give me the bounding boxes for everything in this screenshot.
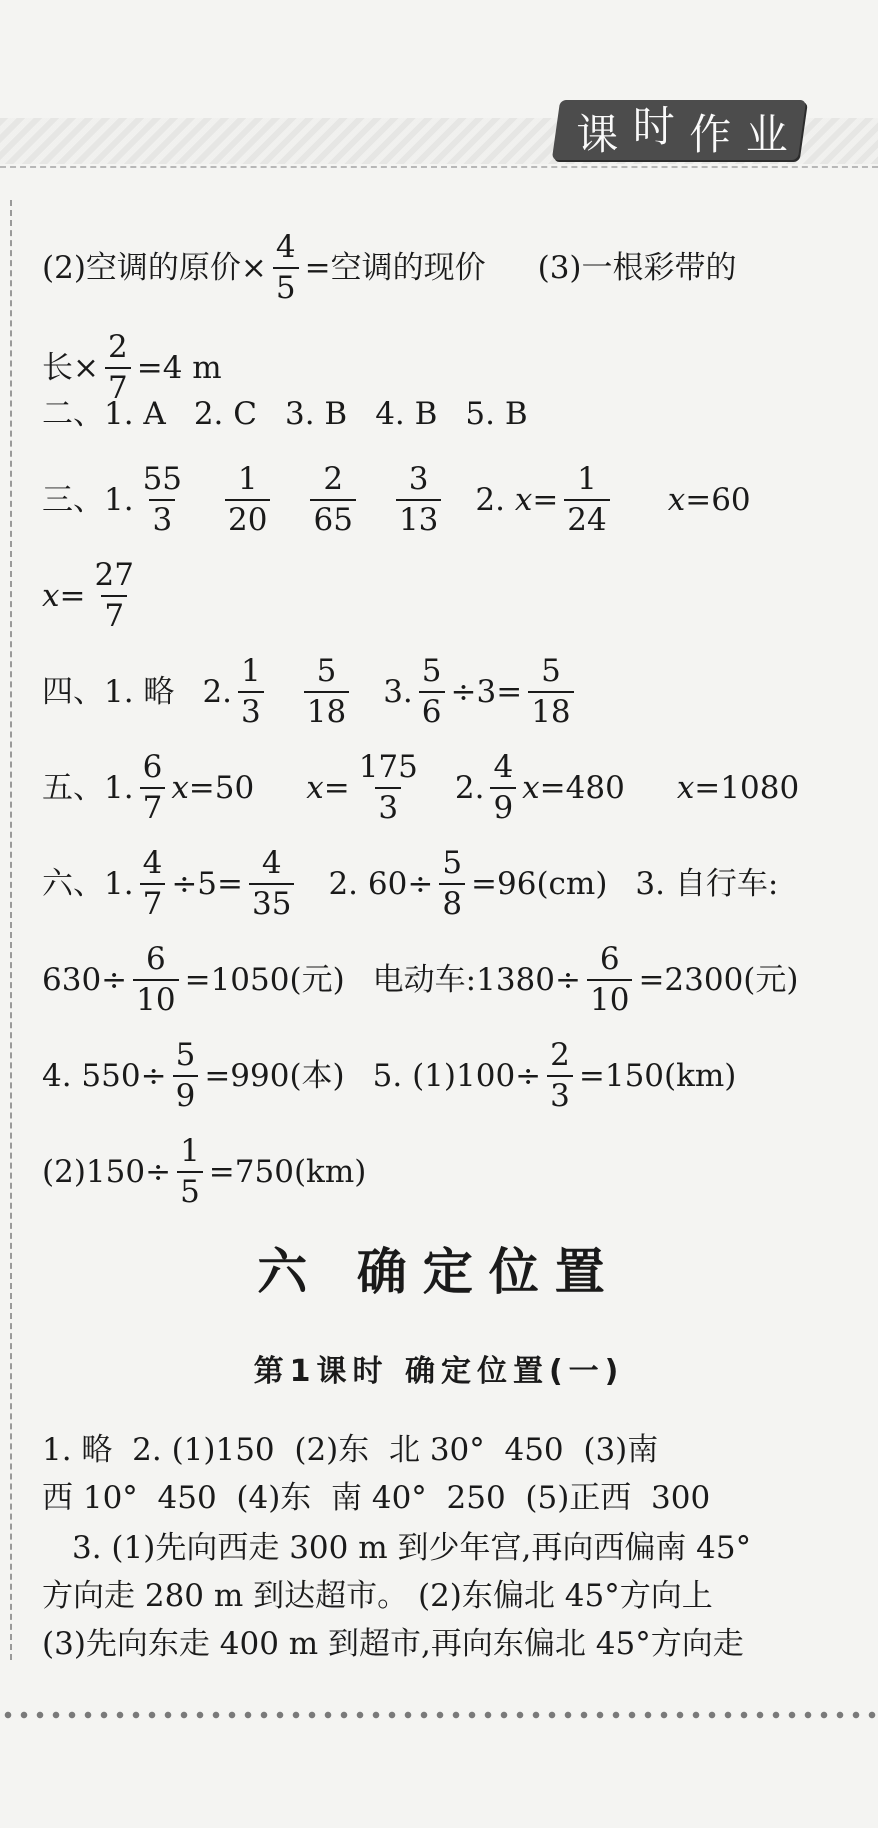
numerator: 4 (261, 845, 282, 881)
numerator: 6 (142, 749, 163, 785)
numerator: 5 (175, 1037, 196, 1073)
text: 3. B (284, 396, 348, 432)
numerator: 1 (237, 461, 258, 497)
fraction (439, 845, 465, 922)
fraction (91, 557, 136, 634)
numerator: 55 (142, 461, 183, 497)
text: =990(本) (204, 1058, 345, 1094)
fraction (140, 749, 166, 826)
header-badge-text (570, 102, 796, 162)
numerator: 5 (421, 653, 442, 689)
answer-line: 方向走 280 m 到达超市。 (2)东偏北 45°方向上 (42, 1578, 713, 1614)
denominator: 7 (105, 367, 131, 404)
fraction (304, 653, 349, 730)
text: (2)150÷ (42, 1154, 172, 1190)
numerator: 2 (323, 461, 344, 497)
numerator: 175 (358, 749, 418, 785)
text: =60 (685, 482, 751, 518)
text: 3. (383, 674, 413, 710)
fraction (133, 941, 178, 1018)
text: =750(km) (208, 1154, 367, 1190)
numerator: 4 (493, 749, 514, 785)
fraction (238, 653, 264, 730)
numerator: 3 (408, 461, 429, 497)
text: 2. C (193, 396, 257, 432)
text: =480 (539, 770, 625, 806)
text: ÷5= (171, 866, 243, 902)
text: 五、1. (42, 770, 134, 806)
fraction (273, 229, 299, 306)
numerator: 5 (541, 653, 561, 689)
text: 三、1. (42, 482, 134, 518)
answer-line (42, 653, 580, 730)
denominator: 9 (173, 1075, 199, 1112)
variable: x (676, 770, 695, 806)
fraction (490, 749, 516, 826)
denominator: 3 (149, 499, 175, 536)
text: 四、1. 略 (42, 674, 175, 710)
variable: x (171, 770, 189, 806)
text: 电动车:1380÷ (372, 962, 581, 998)
text: = (323, 770, 350, 806)
answer-line: (3)先向东走 400 m 到超市,再向东偏北 45°方向走 (42, 1626, 744, 1662)
answer-line (42, 749, 800, 826)
badge-char: 业 (745, 110, 790, 159)
denominator: 8 (439, 883, 465, 920)
text: =1080 (694, 770, 800, 806)
text: = (532, 482, 559, 518)
text: =空调的现价 (304, 250, 486, 286)
text: 2. 60÷ (328, 866, 434, 902)
answer-line (42, 1037, 737, 1114)
answer-line (42, 229, 737, 306)
fraction (225, 461, 270, 538)
answer-line (42, 461, 751, 538)
denominator: 18 (304, 691, 349, 728)
margin-rule (10, 200, 12, 1660)
text: =50 (188, 770, 255, 806)
numerator: 2 (107, 329, 128, 365)
denominator: 9 (490, 787, 516, 824)
numerator: 5 (442, 845, 463, 881)
answer-line (42, 941, 799, 1018)
denominator: 7 (140, 883, 166, 920)
numerator: 4 (275, 229, 296, 265)
denominator: 18 (528, 691, 573, 728)
text: 630÷ (42, 962, 128, 998)
fraction (419, 653, 445, 730)
answer-line (42, 845, 779, 922)
text: =4 m (136, 350, 222, 386)
fraction (396, 461, 441, 538)
footer-dots (0, 1710, 878, 1720)
text: 5. (1)100÷ (372, 1058, 542, 1094)
denominator: 10 (587, 979, 632, 1016)
denominator: 10 (133, 979, 178, 1016)
fraction (587, 941, 632, 1018)
text: 3. 自行车: (635, 866, 779, 902)
variable: x (306, 770, 324, 806)
fraction (177, 1133, 203, 1210)
badge-char: 时 (632, 102, 677, 151)
text: 4. 550÷ (42, 1058, 167, 1094)
header-divider (0, 166, 878, 168)
numerator: 5 (316, 653, 337, 689)
answer-line: 1. 略 2. (1)150 (2)东 北 30° 450 (3)南 (42, 1432, 659, 1468)
text: =1050(元) (184, 962, 345, 998)
numerator: 6 (146, 941, 166, 977)
text: 2. (454, 770, 485, 806)
fraction (140, 845, 166, 922)
fraction (528, 653, 573, 730)
fraction (249, 845, 294, 922)
numerator: 27 (94, 557, 134, 593)
fraction (547, 1037, 573, 1114)
text: 2. (475, 482, 505, 518)
chapter-title: 六 确定位置 (257, 1243, 621, 1301)
denominator: 24 (564, 499, 609, 536)
numerator: 2 (550, 1037, 570, 1073)
numerator: 1 (241, 653, 261, 689)
denominator: 20 (225, 499, 270, 536)
numerator: 6 (599, 941, 620, 977)
text: 六、1. (42, 866, 134, 902)
lesson-title: 第1课时 确定位置(一) (253, 1354, 625, 1389)
fraction (310, 461, 355, 538)
text: ÷3= (450, 674, 523, 710)
denominator: 35 (249, 883, 294, 920)
answer-line (42, 1133, 367, 1210)
text: (3)一根彩带的 (537, 250, 737, 286)
denominator: 65 (310, 499, 355, 536)
denominator: 5 (273, 267, 299, 304)
text: 2. (202, 674, 233, 710)
variable: x (522, 770, 540, 806)
denominator: 13 (396, 499, 441, 536)
badge-char: 课 (576, 110, 621, 159)
text: (2)空调的原价× (42, 250, 267, 286)
denominator: 7 (101, 595, 127, 632)
denominator: 5 (177, 1171, 203, 1208)
text: 5. B (465, 396, 528, 432)
fraction (356, 749, 421, 826)
text: 二、1. A (42, 396, 166, 432)
badge-char: 作 (689, 110, 734, 159)
answer-line: 西 10° 450 (4)东 南 40° 250 (5)正西 300 (42, 1480, 711, 1516)
answer-line (42, 394, 528, 434)
numerator: 1 (180, 1133, 200, 1169)
numerator: 4 (142, 845, 163, 881)
fraction (140, 461, 185, 538)
denominator: 3 (375, 787, 401, 824)
fraction (564, 461, 609, 538)
denominator: 3 (238, 691, 264, 728)
answer-line: 3. (1)先向西走 300 m 到少年宫,再向西偏南 45° (72, 1530, 752, 1566)
denominator: 6 (419, 691, 445, 728)
text: 长× (42, 350, 99, 386)
text: 4. B (375, 396, 438, 432)
text: =150(km) (578, 1058, 737, 1094)
variable: x (514, 482, 533, 518)
text: = (59, 578, 86, 614)
fraction (173, 1037, 199, 1114)
variable: x (667, 482, 686, 518)
numerator: 1 (577, 461, 597, 497)
variable: x (42, 578, 60, 614)
denominator: 3 (547, 1075, 573, 1112)
text: =96(cm) (471, 866, 608, 902)
answer-line (42, 557, 143, 634)
text: =2300(元) (638, 962, 799, 998)
denominator: 7 (140, 787, 166, 824)
